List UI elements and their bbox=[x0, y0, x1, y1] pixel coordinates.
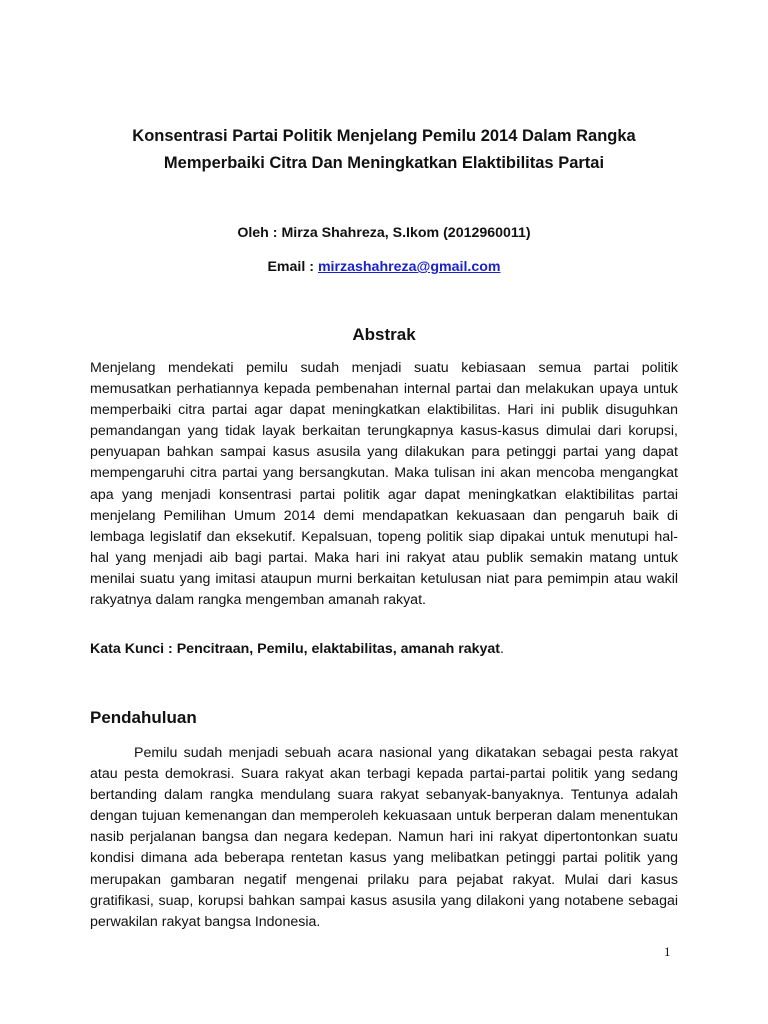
keywords-period: . bbox=[500, 641, 504, 657]
email-line bbox=[60, 256, 708, 278]
section-heading-pendahuluan: Pendahuluan bbox=[90, 708, 197, 727]
paper-title-line-2: Memperbaiki Citra Dan Meningkatkan Elaktibilitas Partai bbox=[163, 154, 605, 172]
paper-title bbox=[60, 123, 708, 177]
keywords-line bbox=[90, 639, 678, 660]
email-label: Email : bbox=[267, 259, 318, 275]
paper-title-line-1: Konsentrasi Partai Politik Menjelang Pemilu 2014 Dalam Rangka bbox=[132, 127, 636, 145]
intro-paragraph: Pemilu sudah menjadi sebuah acara nasional yang dikatakan sebagai pesta rakyat atau pesta demokrasi. Suara rakyat akan terbagi kepada partai-partai politik yang sedang bertanding dalam rangka mendulang suara rakyat sebanyak-banyaknya. Tentunya adalah dengan tujuan kemenangan dan memperoleh kekuasaan untuk berperan dalam menentukan nasib perjalanan bangsa dan negara kedepan. Namun hari ini rakyat dipertontonkan suatu kondisi dimana ada beberapa rentetan kasus yang melibatkan petinggi partai politik yang merupakan gambaran negatif mengenai prilaku para pejabat rakyat. Mulai dari kasus gratifikasi, suap, korupsi bahkan sampai kasus asusila yang dilakoni yang notabene sebagai perwakilan rakyat bangsa Indonesia. bbox=[90, 745, 678, 930]
email-link[interactable]: mirzashahreza@gmail.com bbox=[317, 259, 501, 275]
author-line: Oleh : Mirza Shahreza, S.Ikom (2012960011) bbox=[237, 225, 531, 241]
page-number: 1 bbox=[664, 944, 671, 959]
abstract-paragraph: Menjelang mendekati pemilu sudah menjadi suatu kebiasaan semua partai politik memusatkan perhatiannya kepada pembenahan internal partai dan melakukan upaya untuk memperbaiki citra partai agar dapat meningkatkan elaktibilitas. Hari ini publik disuguhkan pemandangan yang tidak layak berkaitan terungkapnya kasus-kasus dimulai dari korupsi, penyuapan bahkan sampai kasus asusila yang dilakukan para petinggi partai yang dapat mempengaruhi citra partai yang bersangkutan. Maka tulisan ini akan mencoba mengangkat apa yang menjadi konsentrasi partai politik agar dapat meningkatkan elaktibilitas partai menjelang Pemilihan Umum 2014 demi mendapatkan kekuasaan dan pengaruh baik di lembaga legislatif dan eksekutif. Kepalsuan, topeng politik siap dipakai untuk menutupi hal-hal yang menjadi aib bagi partai. Maka hari ini rakyat atau publik semakin matang untuk menilai suatu yang imitasi ataupun murni berkaitan ketulusan niat para pemimpin atau wakil rakyatnya dalam rangka mengemban amanah rakyat. bbox=[90, 360, 678, 609]
keywords-text: Kata Kunci : Pencitraan, Pemilu, elaktabilitas, amanah rakyat bbox=[90, 641, 501, 657]
abstract-heading: Abstrak bbox=[352, 325, 416, 344]
